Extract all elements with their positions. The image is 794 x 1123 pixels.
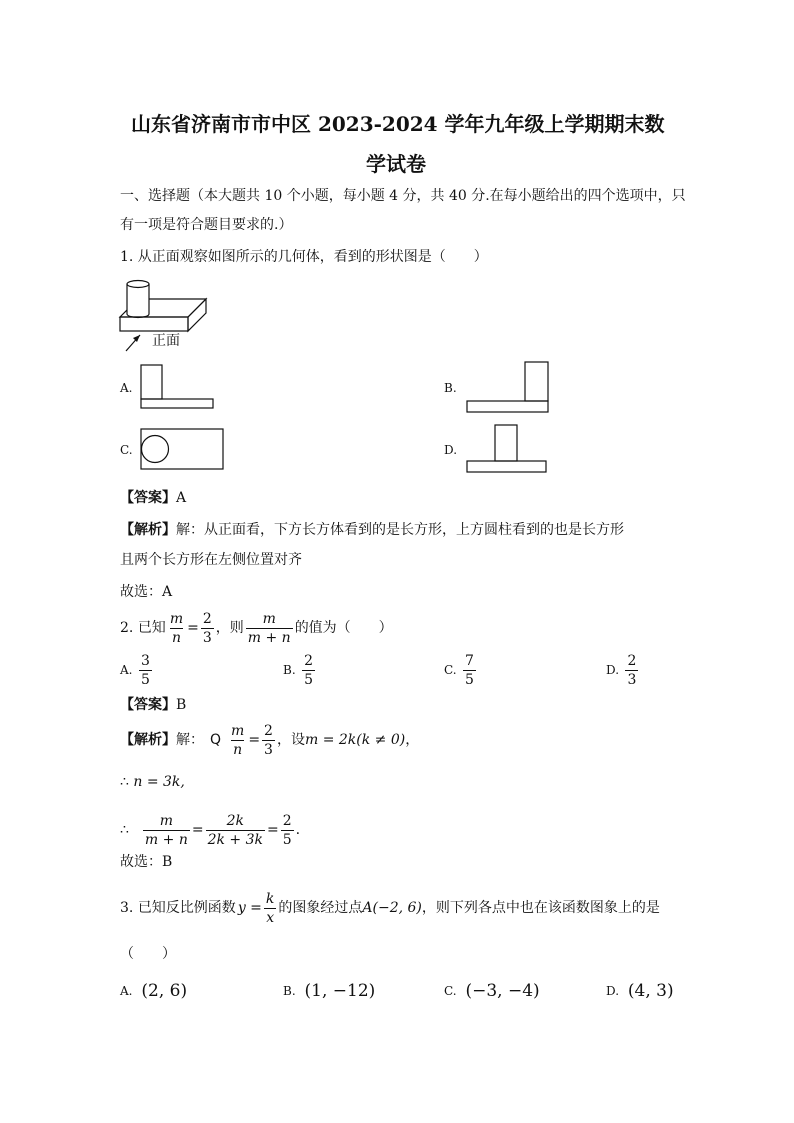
q3-option-b: B. (1, −12) [283, 981, 376, 1001]
q1-option-a-label: A. [120, 381, 133, 395]
cylinder-bottom [127, 314, 149, 318]
q2-stem: 2. 已知 $\frac{m}{n}$ = $\frac{2}{3}$ ，则 $\frac{m}{m + n}$ 的值为（ ） [120, 610, 393, 646]
q2-option-b: B. $\frac{2}{5}$ [283, 652, 314, 688]
q1-option-b-label: B. [444, 381, 457, 395]
q2-option-a: A. $\frac{3}{5}$ [120, 652, 150, 688]
because-symbol: Q [210, 732, 222, 748]
page-title-line1: 山东省济南市市中区 2023-2024 学年九年级上学期期末数 [131, 112, 665, 136]
q2-analysis-line3: ∴ $\frac{m}{m + n}$ = $\frac{2k}{2k + 3k}$ = $\frac{2}{5}$ . [120, 812, 301, 848]
q1-analysis-line2: 且两个长方形在左侧位置对齐 [120, 552, 302, 568]
q2-option-c: C. $\frac{7}{5}$ [444, 652, 474, 688]
q1-option-c-figure [140, 428, 226, 472]
q1-answer: 【答案】A [120, 490, 187, 506]
q1-option-c-label: C. [120, 443, 133, 457]
q3-stem: 3. 已知反比例函数 y = $\frac{k}{x}$ 的图象经过点 A(−2, 6) ，则下列各点中也在该函数图象上的是 [120, 890, 660, 926]
q2-conclusion: 故选：B [120, 854, 173, 870]
slab-side-face [188, 299, 206, 331]
section-heading-line2: 有一项是符合题目要求的.） [120, 217, 293, 233]
q1-option-d-label: D. [444, 443, 458, 457]
q1-figure-label: 正面 [152, 333, 180, 349]
q3-option-d: D. (4, 3) [606, 981, 674, 1001]
page-title-line2: 学试卷 [366, 152, 426, 176]
q1-option-a-figure [140, 364, 216, 410]
q1-option-b-figure [466, 361, 552, 414]
q3-option-c: C. (−3, −4) [444, 981, 540, 1001]
q3-option-a: A. (2, 6) [120, 981, 188, 1001]
q3-paren: （ ） [120, 946, 176, 962]
q2-analysis-line1: 【解析】 解： Q $\frac{m}{n}$ = $\frac{2}{3}$ ，设 m = 2k(k ≠ 0) ， [120, 722, 420, 758]
q1-stem: 1. 从正面观察如图所示的几何体，看到的形状图是（ ） [120, 249, 488, 265]
q2-answer: 【答案】B [120, 697, 187, 713]
q1-conclusion: 故选：A [120, 584, 173, 600]
q2-option-d: D. $\frac{2}{3}$ [606, 652, 637, 688]
q1-analysis-line1: 【解析】解：从正面看，下方长方体看到的是长方形，上方圆柱看到的也是长方形 [120, 522, 624, 538]
slab-front-face [120, 317, 188, 331]
q2-analysis-line2: ∴ n = 3k, [120, 774, 185, 790]
q1-option-d-figure [466, 424, 550, 474]
section-heading-line1: 一、选择题（本大题共 10 个小题，每小题 4 分，共 40 分.在每小题给出的四个选项中，只 [120, 188, 686, 204]
